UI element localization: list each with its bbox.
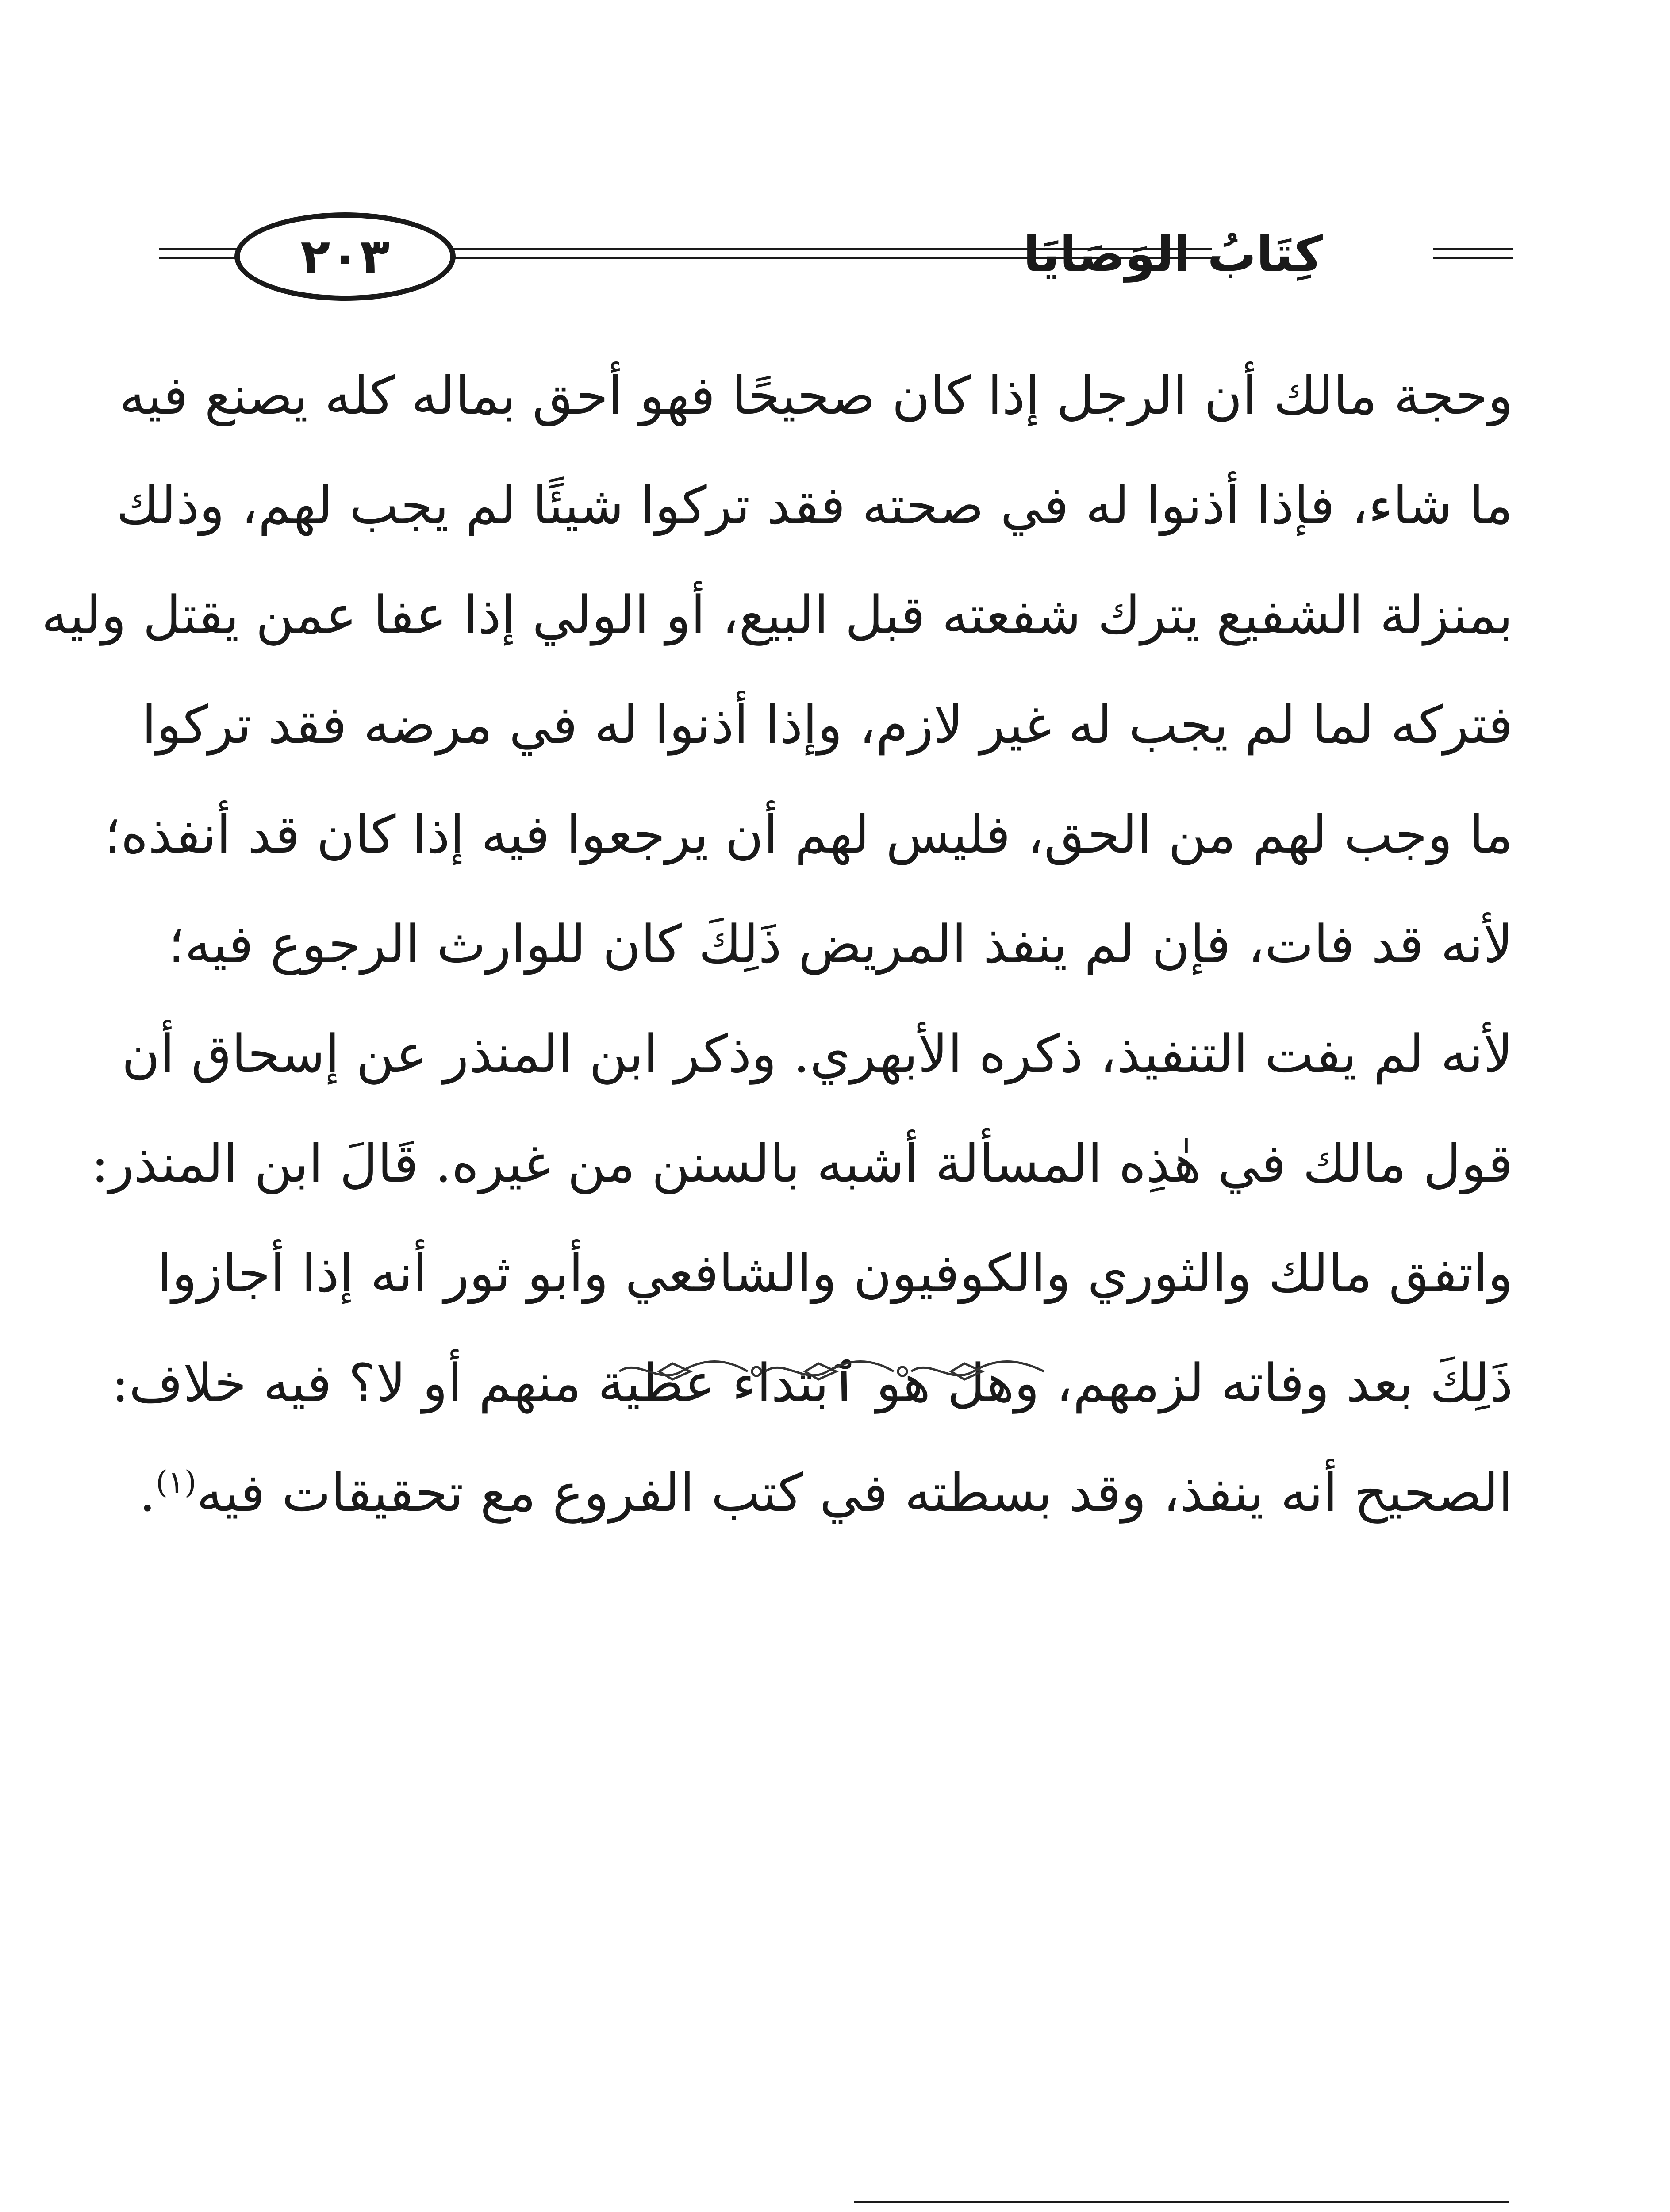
- header-rule-right-bottom: [1433, 257, 1513, 259]
- body-line: واتفق مالك والثوري والكوفيون والشافعي وأبو ثور أنه إذا أجازوا: [157, 1243, 1513, 1304]
- body-line-last-end: .: [139, 1462, 156, 1523]
- header-rule-right-top: [1433, 248, 1513, 250]
- body-line: لأنه لم يفت التنفيذ، ذكره الأبهري. وذكر ابن المنذر عن إسحاق أن: [122, 1023, 1513, 1084]
- body-line-last: [139, 1438, 1513, 1548]
- body-line: لأنه قد فات، فإن لم ينفذ المريض ذَلِكَ كان للوارث الرجوع فيه؛: [168, 914, 1513, 975]
- body-line: ما وجب لهم من الحق، فليس لهم أن يرجعوا فيه إذا كان قد أنفذه؛: [104, 804, 1513, 865]
- body-line: قول مالك في هٰذِه المسألة أشبه بالسنن من غيره. قَالَ ابن المنذر:: [91, 1133, 1513, 1194]
- footnote-reference: (١): [155, 1464, 197, 1501]
- body-line: ذَلِكَ بعد وفاته لزمهم، وهل هو ٱبتداء عطية منهم أو لا؟ فيه خلاف:: [111, 1352, 1513, 1413]
- body-line: بمنزلة الشفيع يترك شفعته قبل البيع، أو الولي إذا عفا عمن يقتل وليه: [41, 584, 1513, 645]
- body-line: وحجة مالك أن الرجل إذا كان صحيحًا فهو أحق بماله كله يصنع فيه: [119, 365, 1513, 426]
- header-rule-left-bottom: [159, 257, 243, 259]
- ornament-divider-icon: [610, 1354, 1053, 1389]
- body-line-last-text: الصحيح أنه ينفذ، وقد بسطته في كتب الفروع مع تحقيقات فيه: [196, 1462, 1513, 1523]
- footnote-separator: [854, 2201, 1509, 2203]
- book-title: كِتَابُ الوَصَايَا: [1023, 226, 1323, 282]
- body-line: ما شاء، فإذا أذنوا له في صحته فقد تركوا شيئًا لم يجب لهم، وذلك: [116, 475, 1513, 536]
- page-number: ٢٠٣: [300, 228, 390, 285]
- page-number-frame: [234, 212, 456, 301]
- running-header: [159, 199, 1513, 314]
- body-line: فتركه لما لم يجب له غير لازم، وإذا أذنوا له في مرضه فقد تركوا: [142, 694, 1513, 755]
- header-rule-left-top: [159, 248, 243, 250]
